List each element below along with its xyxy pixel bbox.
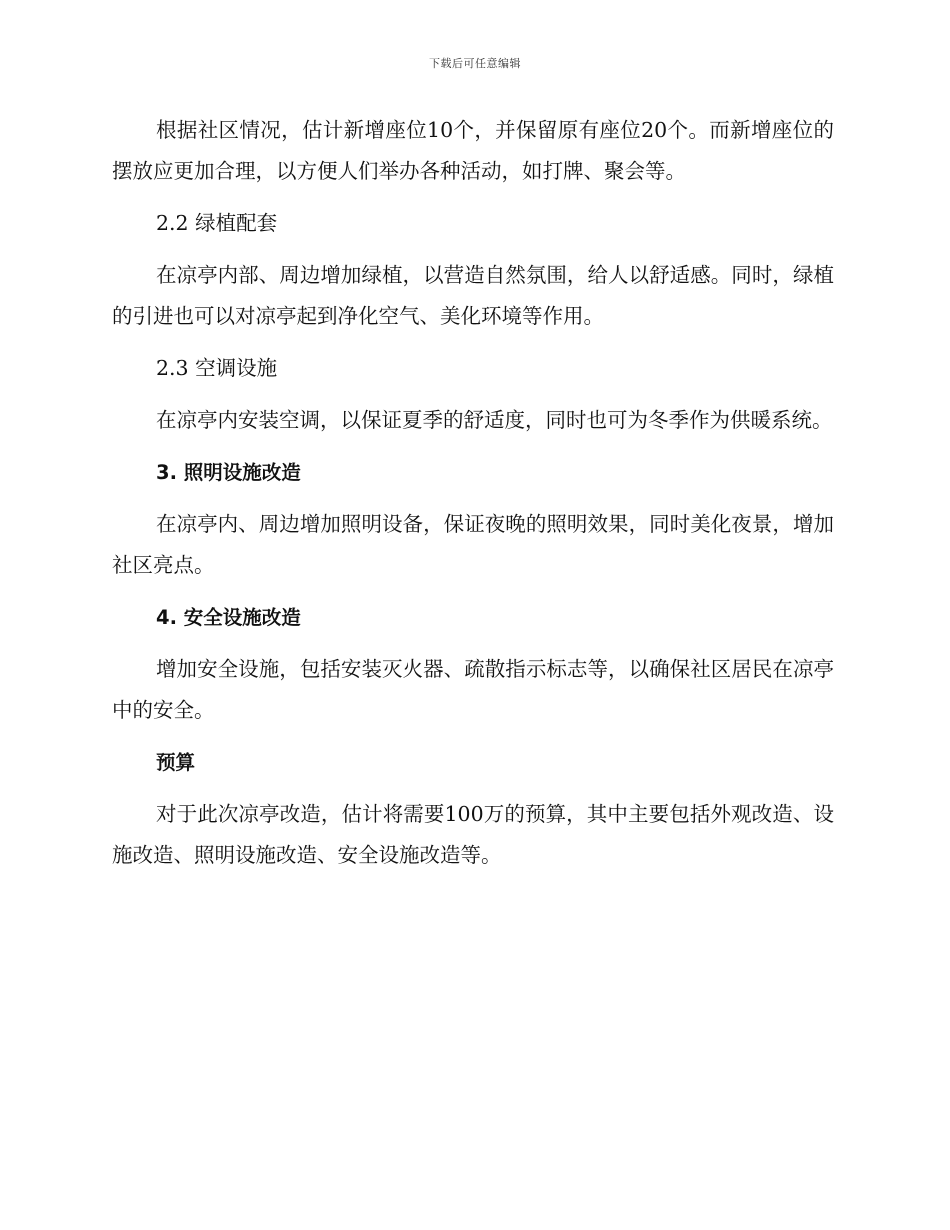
paragraph-safety: 增加安全设施，包括安装灭火器、疏散指示标志等，以确保社区居民在凉亭中的安全。	[112, 657, 834, 722]
paragraph-greenery: 在凉亭内部、周边增加绿植，以营造自然氛围，给人以舒适感。同时，绿植的引进也可以对凉亭起到净化空气、美化环境等作用。	[112, 263, 834, 328]
heading-budget: 预算	[156, 751, 196, 774]
header-note: 下载后可任意编辑	[429, 57, 521, 70]
heading-lighting: 3. 照明设施改造	[156, 461, 301, 484]
paragraph-seating: 根据社区情况，估计新增座位10个，并保留原有座位20个。而新增座位的摆放应更加合理，以方便人们举办各种活动，如打牌、聚会等。	[112, 118, 834, 183]
heading-greenery: 2.2 绿植配套	[156, 211, 278, 235]
paragraph-air-conditioning: 在凉亭内安装空调，以保证夏季的舒适度，同时也可为冬季作为供暖系统。	[156, 408, 833, 432]
heading-air-conditioning: 2.3 空调设施	[156, 356, 278, 380]
paragraph-lighting: 在凉亭内、周边增加照明设备，保证夜晚的照明效果，同时美化夜景，增加社区亮点。	[112, 512, 834, 577]
paragraph-budget: 对于此次凉亭改造，估计将需要100万的预算，其中主要包括外观改造、设施改造、照明设施改造、安全设施改造等。	[112, 802, 834, 867]
heading-safety: 4. 安全设施改造	[156, 606, 301, 629]
document-body	[112, 110, 834, 887]
